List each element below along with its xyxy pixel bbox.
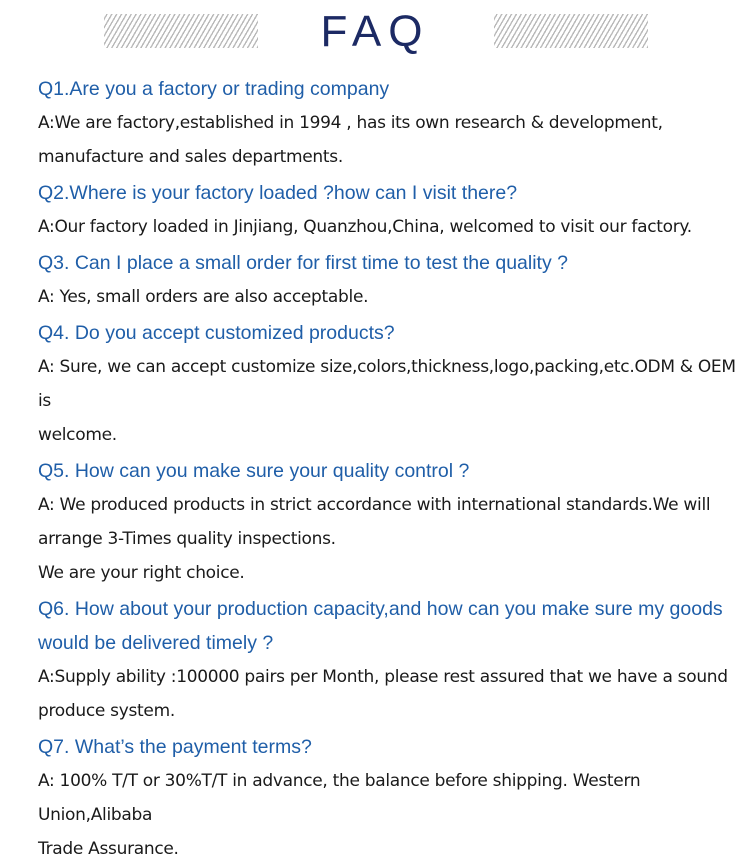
faq-question: Q6. How about your production capacity,and how can you make sure my goods would be delivered timely ? bbox=[38, 598, 723, 654]
faq-question: Q4. Do you accept customized products? bbox=[38, 322, 395, 344]
faq-question: Q2.Where is your factory loaded ?how can I visit there? bbox=[38, 182, 518, 204]
faq-list bbox=[38, 72, 742, 866]
faq-answer: A:Supply ability :100000 pairs per Month, please rest assured that we have a sound produce system. bbox=[38, 667, 728, 721]
faq-answer: A: Yes, small orders are also acceptable. bbox=[38, 287, 369, 307]
faq-header bbox=[0, 0, 750, 70]
faq-question: Q7. What’s the payment terms? bbox=[38, 736, 312, 758]
faq-item-6 bbox=[38, 592, 742, 728]
faq-item-1 bbox=[38, 72, 742, 174]
faq-item-7 bbox=[38, 730, 742, 866]
faq-item-2 bbox=[38, 176, 742, 244]
faq-answer: A: We produced products in strict accordance with international standards.We will arrange 3-Times quality inspections. We are your right choice. bbox=[38, 495, 711, 583]
faq-answer: A: Sure, we can accept customize size,colors,thickness,logo,packing,etc.ODM & OEM is welcome. bbox=[38, 357, 736, 445]
page-title: FAQ bbox=[320, 7, 430, 56]
faq-item-3 bbox=[38, 246, 742, 314]
faq-question: Q3. Can I place a small order for first time to test the quality ? bbox=[38, 252, 568, 274]
faq-item-5 bbox=[38, 454, 742, 590]
faq-answer: A:Our factory loaded in Jinjiang, Quanzhou,China, welcomed to visit our factory. bbox=[38, 217, 692, 237]
faq-question: Q1.Are you a factory or trading company bbox=[38, 78, 390, 100]
faq-item-4 bbox=[38, 316, 742, 452]
faq-answer: A: 100% T/T or 30%T/T in advance, the balance before shipping. Western Union,Alibaba Trade Assurance. bbox=[38, 771, 641, 859]
right-stripe-decoration bbox=[494, 14, 648, 48]
faq-question: Q5. How can you make sure your quality control ? bbox=[38, 460, 470, 482]
faq-answer: A:We are factory,established in 1994 , has its own research & development, manufacture and sales departments. bbox=[38, 113, 663, 167]
